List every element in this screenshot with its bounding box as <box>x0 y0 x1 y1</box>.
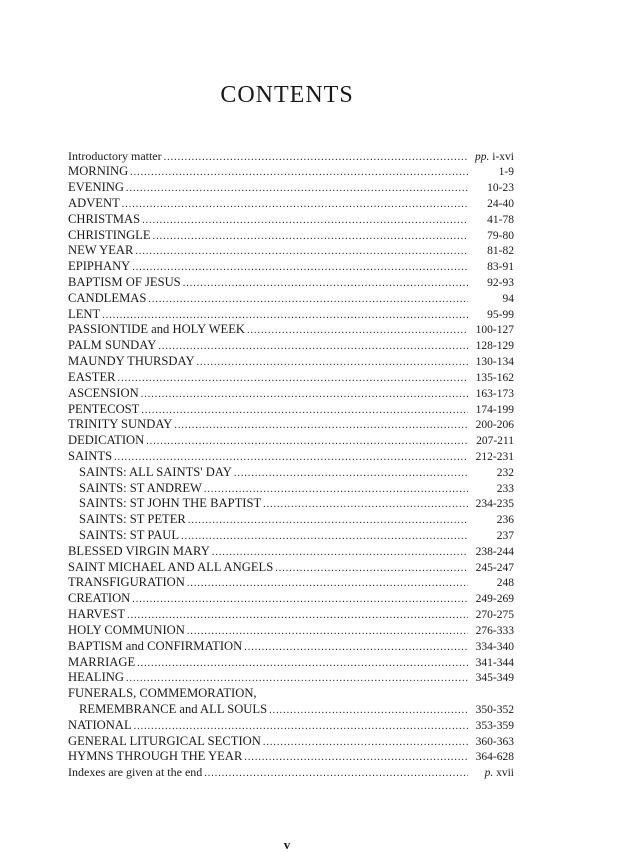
toc-entry <box>68 765 514 781</box>
toc-entry <box>68 496 514 512</box>
toc-entry-pages <box>470 719 514 734</box>
page-title: CONTENTS <box>220 82 354 108</box>
toc-entry-label: CHRISTINGLE <box>68 227 151 242</box>
toc-entry <box>68 386 514 402</box>
toc-entry-pages <box>470 387 514 402</box>
toc-entry-label: GENERAL LITURGICAL SECTION <box>68 733 261 748</box>
pages-value: 237 <box>496 530 514 542</box>
dot-leader <box>263 496 468 512</box>
toc-entry <box>68 338 514 354</box>
toc-entry-pages <box>470 703 514 718</box>
toc-entry <box>68 670 514 686</box>
toc-entry-pages <box>470 513 514 528</box>
toc-entry-pages <box>470 229 514 244</box>
pages-value: 249-269 <box>475 593 514 606</box>
toc-entry-label: EPIPHANY <box>68 259 131 274</box>
toc-entry-label: DEDICATION <box>68 433 145 448</box>
toc-entry <box>68 243 514 259</box>
toc-entry-pages <box>470 750 514 765</box>
toc-entry-label: HEALING <box>68 670 124 685</box>
toc-entry <box>68 560 514 576</box>
toc-entry-label: Introductory matter <box>68 148 162 163</box>
dot-leader <box>137 655 468 671</box>
dot-leader <box>130 164 468 180</box>
toc-entry <box>68 734 514 750</box>
pages-value: 41-78 <box>487 213 514 226</box>
toc-entry-pages <box>470 561 514 576</box>
dot-leader <box>122 196 468 212</box>
pages-value: 350-352 <box>475 703 514 716</box>
toc-entry <box>68 196 514 212</box>
dot-leader <box>187 575 468 591</box>
toc-entry-pages <box>470 213 514 228</box>
toc-entry-label: NATIONAL <box>68 717 132 732</box>
toc-entry-label: LENT <box>68 306 101 321</box>
pages-value: 10-23 <box>487 182 514 195</box>
dot-leader <box>183 275 468 291</box>
toc-entry-pages <box>470 529 514 544</box>
toc-entry-label: PALM SUNDAY <box>68 338 157 353</box>
dot-leader <box>142 212 468 228</box>
toc-entry-pages <box>470 418 514 433</box>
toc-entry-label: REMEMBRANCE and ALL SOULS <box>79 701 268 716</box>
dot-leader <box>197 354 468 370</box>
toc-entry <box>68 544 514 560</box>
toc-entry-pages <box>470 450 514 465</box>
toc-entry-pages <box>470 355 514 370</box>
toc-entry-pages <box>470 339 514 354</box>
pages-value: 236 <box>496 514 514 527</box>
toc-entry <box>68 212 514 228</box>
toc-entry <box>68 370 514 386</box>
dot-leader <box>141 402 468 418</box>
toc-entry-pages <box>470 403 514 418</box>
dot-leader <box>148 291 468 307</box>
dot-leader <box>212 544 468 560</box>
page-number: v <box>283 837 291 852</box>
dot-leader <box>181 528 468 544</box>
toc-entry <box>68 449 514 465</box>
toc-entry-pages <box>470 545 514 560</box>
toc-entry-pages <box>470 624 514 639</box>
dot-leader <box>234 465 468 481</box>
dot-leader <box>187 623 468 639</box>
toc-entry-pages <box>470 640 514 655</box>
toc-entry <box>68 639 514 655</box>
toc-entry <box>68 512 514 528</box>
pages-value: 238-244 <box>475 545 514 558</box>
toc-entry <box>68 686 514 702</box>
dot-leader <box>247 322 468 338</box>
toc-entry-pages <box>470 181 514 196</box>
pages-value: 174-199 <box>475 403 514 416</box>
toc-entry <box>68 164 514 180</box>
pages-value: 234-235 <box>475 498 514 511</box>
toc-entry <box>68 623 514 639</box>
toc-entry-pages <box>470 371 514 386</box>
dot-leader <box>188 512 468 528</box>
toc-entry <box>68 275 514 291</box>
pages-value: i-xvi <box>492 150 514 163</box>
pages-value: 94 <box>502 292 514 305</box>
toc-entry <box>68 322 514 338</box>
pages-value: 232 <box>496 466 514 479</box>
toc-entry <box>68 259 514 275</box>
pages-value: 24-40 <box>487 197 514 210</box>
pages-value: 270-275 <box>475 609 514 622</box>
pages-value: 233 <box>496 482 514 495</box>
toc-entry-label: SAINTS: ST ANDREW <box>79 480 202 495</box>
pages-value: 200-206 <box>475 419 514 432</box>
pages-value: 83-91 <box>487 261 514 274</box>
toc-entry <box>68 702 514 718</box>
pages-prefix: p. <box>484 767 494 780</box>
toc-entry-label: CREATION <box>68 591 131 606</box>
toc-entry-label: ASCENSION <box>68 385 139 400</box>
toc-entry-label: HOLY COMMUNION <box>68 622 185 637</box>
table-of-contents <box>68 149 514 782</box>
pages-value: 92-93 <box>487 277 514 289</box>
toc-entry-pages <box>470 766 514 781</box>
toc-entry-pages <box>470 671 514 686</box>
dot-leader <box>141 386 468 402</box>
toc-entry-label: MORNING <box>68 164 129 179</box>
dot-leader <box>132 591 468 607</box>
toc-entry-label: TRANSFIGURATION <box>68 575 185 590</box>
pages-value: 163-173 <box>475 387 514 400</box>
toc-entry <box>68 149 514 165</box>
toc-entry-label: MAUNDY THURSDAY <box>68 354 195 369</box>
toc-entry <box>68 465 514 481</box>
dot-leader <box>127 607 468 623</box>
pages-value: 245-247 <box>475 561 514 574</box>
toc-entry-pages <box>470 260 514 275</box>
toc-entry-label: PASSIONTIDE and HOLY WEEK <box>68 322 246 337</box>
toc-entry-label: SAINTS: ST PETER <box>79 512 186 527</box>
dot-leader <box>275 560 468 576</box>
toc-entry <box>68 433 514 449</box>
dot-leader <box>269 702 468 718</box>
toc-entry <box>68 291 514 307</box>
dot-leader <box>134 718 468 734</box>
toc-entry <box>68 607 514 623</box>
toc-entry-pages <box>470 482 514 497</box>
dot-leader <box>263 734 468 750</box>
toc-entry-pages <box>470 592 514 607</box>
toc-entry-label: SAINTS <box>68 448 113 463</box>
toc-entry-label: BLESSED VIRGIN MARY <box>68 543 210 558</box>
toc-entry-pages <box>470 276 514 291</box>
toc-entry-label: SAINTS: ST JOHN THE BAPTIST <box>79 496 262 511</box>
toc-entry-pages <box>470 323 514 338</box>
dot-leader <box>102 307 468 323</box>
dot-leader <box>132 259 468 275</box>
pages-value: 345-349 <box>475 672 514 685</box>
toc-entry-label: TRINITY SUNDAY <box>68 417 173 432</box>
pages-value: 364-628 <box>475 751 514 764</box>
pages-value: 360-363 <box>475 735 514 748</box>
dot-leader <box>153 228 468 244</box>
dot-leader <box>146 433 468 449</box>
toc-entry-pages <box>470 656 514 671</box>
toc-entry <box>68 180 514 196</box>
toc-entry <box>68 354 514 370</box>
toc-entry-label: SAINTS: ALL SAINTS' DAY <box>79 464 232 479</box>
toc-entry-label: BAPTISM OF JESUS <box>68 275 181 289</box>
pages-value: 128-129 <box>475 340 514 353</box>
toc-entry <box>68 228 514 244</box>
pages-prefix: pp. <box>475 150 490 163</box>
toc-entry <box>68 417 514 433</box>
dot-leader <box>114 449 468 465</box>
toc-entry <box>68 718 514 734</box>
toc-entry-pages <box>470 197 514 212</box>
toc-entry-pages <box>470 434 514 449</box>
pages-value: 276-333 <box>475 624 514 637</box>
pages-value: xvii <box>496 767 514 780</box>
dot-leader <box>118 370 468 386</box>
dot-leader <box>126 180 468 196</box>
toc-entry <box>68 749 514 765</box>
toc-entry-pages <box>470 735 514 750</box>
toc-entry-label: SAINT MICHAEL AND ALL ANGELS <box>68 559 274 574</box>
toc-entry-pages <box>470 150 514 165</box>
toc-entry <box>68 528 514 544</box>
toc-entry-pages <box>470 165 514 180</box>
toc-entry-pages <box>470 608 514 623</box>
toc-entry-label: MARRIAGE <box>68 654 136 669</box>
pages-value: 341-344 <box>475 656 514 669</box>
toc-entry <box>68 655 514 671</box>
pages-value: 81-82 <box>487 245 514 258</box>
pages-value: 353-359 <box>475 719 514 732</box>
dot-leader <box>244 749 468 765</box>
pages-value: 334-340 <box>475 640 514 653</box>
toc-entry-pages <box>470 308 514 323</box>
toc-entry <box>68 307 514 323</box>
toc-entry <box>68 591 514 607</box>
toc-entry-label: FUNERALS, COMMEMORATION, <box>68 686 257 701</box>
toc-entry-label: NEW YEAR <box>68 243 134 258</box>
dot-leader <box>126 670 468 686</box>
toc-entry-pages <box>470 466 514 481</box>
toc-entry-label: HARVEST <box>68 607 126 622</box>
pages-value: 79-80 <box>487 229 514 242</box>
toc-entry-label: EVENING <box>68 180 124 195</box>
toc-entry-label: Indexes are given at the end <box>68 765 203 780</box>
toc-entry <box>68 481 514 497</box>
dot-leader <box>164 149 468 165</box>
pages-value: 207-211 <box>476 435 514 448</box>
pages-value: 1-9 <box>498 166 514 179</box>
toc-entry <box>68 575 514 591</box>
toc-entry-label: SAINTS: ST PAUL <box>79 528 180 542</box>
pages-value: 100-127 <box>475 324 514 337</box>
toc-entry-pages <box>470 576 514 591</box>
toc-entry-label: BAPTISM and CONFIRMATION <box>68 638 243 653</box>
toc-entry-label: HYMNS THROUGH THE YEAR <box>68 749 243 764</box>
dot-leader <box>174 417 468 433</box>
dot-leader <box>204 765 468 781</box>
pages-value: 248 <box>496 577 514 590</box>
toc-entry-pages <box>470 497 514 512</box>
pages-value: 212-231 <box>475 450 514 463</box>
toc-entry-pages <box>470 244 514 259</box>
pages-value: 135-162 <box>475 371 514 384</box>
dot-leader <box>244 639 468 655</box>
toc-entry-label: EASTER <box>68 369 116 384</box>
dot-leader <box>135 243 468 259</box>
toc-entry-label: CANDLEMAS <box>68 290 147 305</box>
toc-entry-label: PENTECOST <box>68 401 140 416</box>
pages-value: 95-99 <box>487 308 514 321</box>
toc-entry <box>68 402 514 418</box>
toc-entry-label: ADVENT <box>68 195 120 210</box>
toc-entry-label: CHRISTMAS <box>68 211 141 226</box>
pages-value: 130-134 <box>475 356 514 369</box>
dot-leader <box>204 481 468 497</box>
dot-leader <box>158 338 468 354</box>
toc-entry-pages <box>470 292 514 307</box>
